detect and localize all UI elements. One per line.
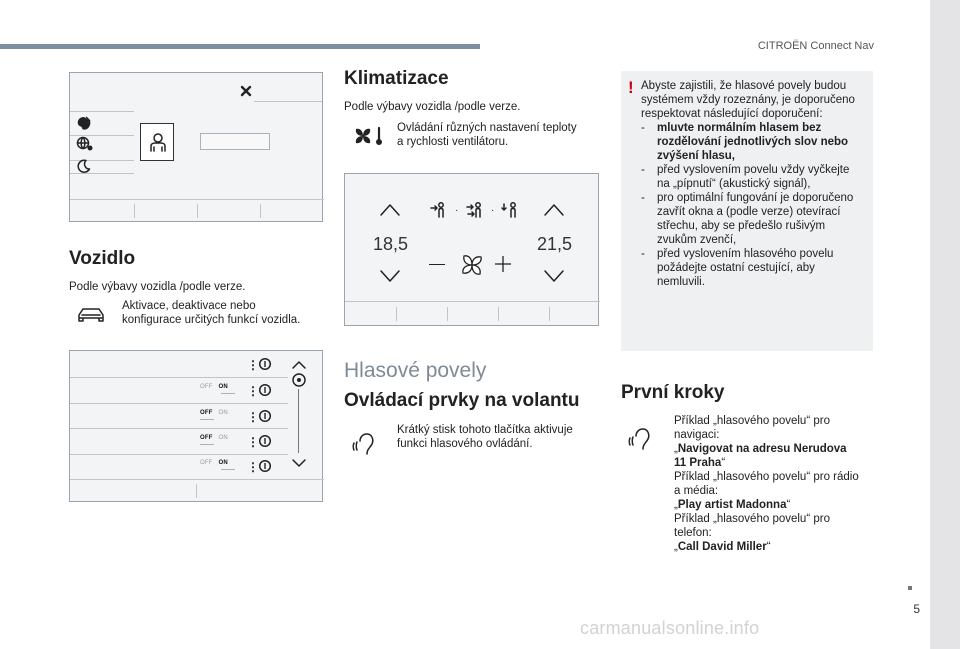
voice-desc-1: Krátký stisk tohoto tlačítka aktivuje [397,424,573,436]
toggle-on-label: ON [218,410,228,416]
profile-button[interactable] [140,123,174,161]
example-text: navigaci: [674,429,720,441]
example-text: Příklad „hlasového povelu“ pro [674,415,830,427]
voice-section-title: Hlasové povely [344,359,487,382]
steering-controls-heading: Ovládací prvky na volantu [344,390,580,411]
note-line: Abyste zajistili, že hlasové povely budou [641,80,847,92]
scroll-up-icon[interactable] [292,361,306,369]
header-rule [0,44,480,49]
air-distribution-feet-icon[interactable] [501,202,521,218]
warning-icon: ! [628,78,634,97]
toggle-on-label: ON [218,384,228,390]
vehicle-functions-screen [69,350,323,502]
fan-decrease-button[interactable] [429,264,445,265]
vehicle-desc-1: Aktivace, deaktivace nebo [122,300,256,312]
separator-dot: · [455,205,459,216]
climate-desc-2: a rychlosti ventilátoru. [397,136,509,148]
temp-right-down-button[interactable] [544,270,564,282]
voice-command-icon [626,423,656,451]
right-margin-rail [930,0,960,649]
separator-dot: · [491,205,495,216]
info-icon[interactable] [259,358,271,370]
person-icon [149,132,167,152]
profile-name-field[interactable] [200,133,270,150]
air-distribution-face-icon[interactable] [429,202,449,218]
temp-left-up-button[interactable] [380,204,400,216]
climate-heading: Klimatizace [344,68,449,89]
example-command: 11 Praha“ [674,457,726,469]
toggle-switch[interactable] [200,410,228,416]
note-line: systémem vždy rozeznány, je doporučeno [641,94,855,106]
toggle-switch[interactable] [200,460,228,466]
info-icon[interactable] [259,410,271,422]
toggle-on-label: ON [218,460,228,466]
scroll-position-indicator[interactable] [292,373,306,387]
function-row[interactable] [70,355,288,375]
air-distribution-face-feet-icon[interactable] [465,202,487,218]
moon-icon[interactable] [77,159,91,173]
example-command: „Call David Miller“ [674,541,771,553]
toggle-off-label: OFF [200,435,213,441]
temp-left-down-button[interactable] [380,270,400,282]
more-options-icon[interactable]: ⋮ [247,358,259,372]
car-icon [76,306,106,324]
example-text: Příklad „hlasového povelu“ pro [674,513,830,525]
scroll-down-icon[interactable] [292,459,306,467]
function-row[interactable] [70,432,288,452]
function-row[interactable] [70,457,288,477]
example-text: Příklad „hlasového povelu“ pro rádio [674,471,859,483]
page-number: 5 [913,602,920,616]
brand-header: CITROËN Connect Nav [757,40,874,52]
settings-globe-icon[interactable] [76,136,94,152]
toggle-switch[interactable] [200,435,228,441]
info-icon[interactable] [259,384,271,396]
vehicle-desc-2: konfigurace určitých funkcí vozidla. [122,314,301,326]
fan-thermometer-icon [352,125,386,147]
note-line: respektovat následující doporučení: [641,108,823,120]
toggle-off-label: OFF [200,460,213,466]
toggle-off-label: OFF [200,384,213,390]
function-row[interactable] [70,381,288,401]
first-steps-heading: První kroky [621,382,725,403]
more-options-icon[interactable]: ⋮ [247,384,259,398]
toggle-on-label: ON [218,435,228,441]
example-command: „Navigovat na adresu Nerudova [674,443,847,455]
climate-intro: Podle výbavy vozidla /podle verze. [344,101,521,113]
example-command: „Play artist Madonna“ [674,499,791,511]
watermark: carmanualsonline.info [580,618,760,638]
climate-desc-1: Ovládání různých nastavení teploty [397,122,577,134]
more-options-icon[interactable]: ⋮ [247,410,259,424]
vehicle-menu-screen [69,72,323,222]
toggle-switch[interactable] [200,384,228,390]
fan-increase-button[interactable] [495,256,511,272]
info-icon[interactable] [259,460,271,472]
fan-speed-icon[interactable] [458,251,486,279]
info-icon[interactable] [259,435,271,447]
close-icon[interactable] [240,85,252,97]
example-text: telefon: [674,527,712,539]
more-options-icon[interactable]: ⋮ [247,435,259,449]
vehicle-heading: Vozidlo [69,248,136,269]
climate-screen [344,173,599,326]
vehicle-intro: Podle výbavy vozidla /podle verze. [69,281,246,293]
temp-right-value: 21,5 [537,234,573,254]
example-text: a média: [674,485,719,497]
toggle-off-label: OFF [200,410,213,416]
voice-desc-2: funkci hlasového ovládání. [397,438,533,450]
more-options-icon[interactable]: ⋮ [247,460,259,474]
function-row[interactable] [70,407,288,427]
temp-left-value: 18,5 [373,234,409,254]
temp-right-up-button[interactable] [544,204,564,216]
page-marker [908,586,912,590]
palette-icon[interactable] [76,115,92,131]
voice-command-icon [350,428,380,456]
